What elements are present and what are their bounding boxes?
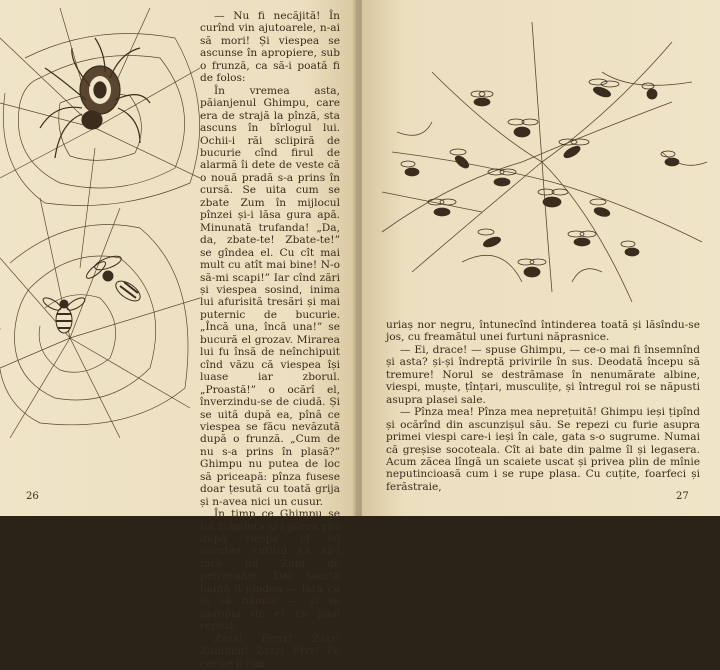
insect-3 [508,119,538,137]
insect-15 [401,161,419,176]
bee-drawing [41,296,86,333]
insect-8 [538,189,568,207]
insect-16 [568,231,596,246]
left-page-number: 26 [26,491,39,502]
insect-12 [518,259,546,277]
insect-9 [590,199,611,218]
spider-drawing [40,38,150,158]
right-page-number: 27 [676,491,689,502]
spider-web-illustration [0,8,200,438]
insect-2 [589,79,619,99]
right-paragraph-2: — Ei, drace! — spuse Ghimpu, — ce-o mai fi însemnînd și asta? și-și îndreptă privirile în sus. Deodată începu să tremure! Norul se destrămase în nenumărate albine, viespi, muște, țînțari, musculițe, și întregul roi se năpusti asupra plasei sale. [386,343,700,406]
left-page [0,0,358,670]
left-page-text-column [200,10,340,670]
left-paragraph-4: Zzzz! Frrrr! Zzzz! Zummm! Zzzz! Frrr! Pe cer se ivi un [200,632,340,670]
left-paragraph-3: În timp ce Ghimpu se tot frămînta și-i părea rău după viespe, el își ascuțea cuțitul ca să-i facă lui Zum de petrecanie. Dar soarta haină îl pîndea — fără ca el să bănuie — și se apropia de el cu pași repezi. [200,508,340,633]
insect-13 [621,241,639,256]
insect-5 [559,139,589,160]
insect-1 [471,91,493,106]
left-paragraph-1: — Nu fi necăjită! În curînd vin ajutoarele, n-ai să mori! Și viespea se ascunse în apropiere, sub o frunză, ca să-i poată fi de folos: [200,10,340,85]
right-paragraph-1: uriaș nor negru, întunecînd întinderea toată și lăsîndu-se jos, cu freamătul unei furtuni năprasnice. [386,319,700,344]
right-paragraph-3: — Pînza mea! Pînza mea neprețuită! Ghimpu ieși țipînd și ocărînd din ascunzișul său. Se repezi cu furie asupra primei viespi care-i ieși în cale, gata s-o sugrume. Numai că greșise socoteala. Cît ai bate din palme îl și legasera. Acum zăcea lîngă un scaiete uscat și privea plin de mînie neputincioasă cum i se rupe plasa. Cu cuțite, foarfeci și ferăstraie, [386,406,700,493]
insect-11 [478,229,502,249]
left-paragraph-2: În vremea asta, păianjenul Ghimpu, care era de strajă la pînză, sta ascuns în bîrlogul lui. Ochii-i răi sclipiră de bucurie cînd firul de alarmă îi dete de veste că o nouă pradă s-a prins în cursă. Se uita cum se zbate Zum în mijlocul pînzei și-i lăsa gura apă. Minunată trufanda! „Da, da, zbate-te! Zbate-te!” se gîndea el. Cu cît mai mult cu atît mai bine! N-o să-mi scapi!” Iar cînd zări și viespea sosind, inima lui afurisită tresări și mai puternic de bucurie. „Încă una, încă una!” se bucură el grozav. Mirarea lui fu însă de neînchipuit cînd văzu că viespea își luase iar zborul. „Proastă!” o ocărî el, înverzindu-se de ciudă. Și se uită după ea, pînă ce viespea se făcu nevăzută după o frunză. „Cum de nu s-a prins în plasă?” Ghimpu nu putea de loc să priceapă: pînza fusese doar țesută cu toată grija și n-avea nici un cusur. [200,84,340,508]
insect-10 [428,199,456,216]
right-page-text-column [386,319,700,493]
wasp-drawing [84,254,143,305]
insect-6 [450,149,471,170]
insect-swarm-illustration [372,12,712,312]
